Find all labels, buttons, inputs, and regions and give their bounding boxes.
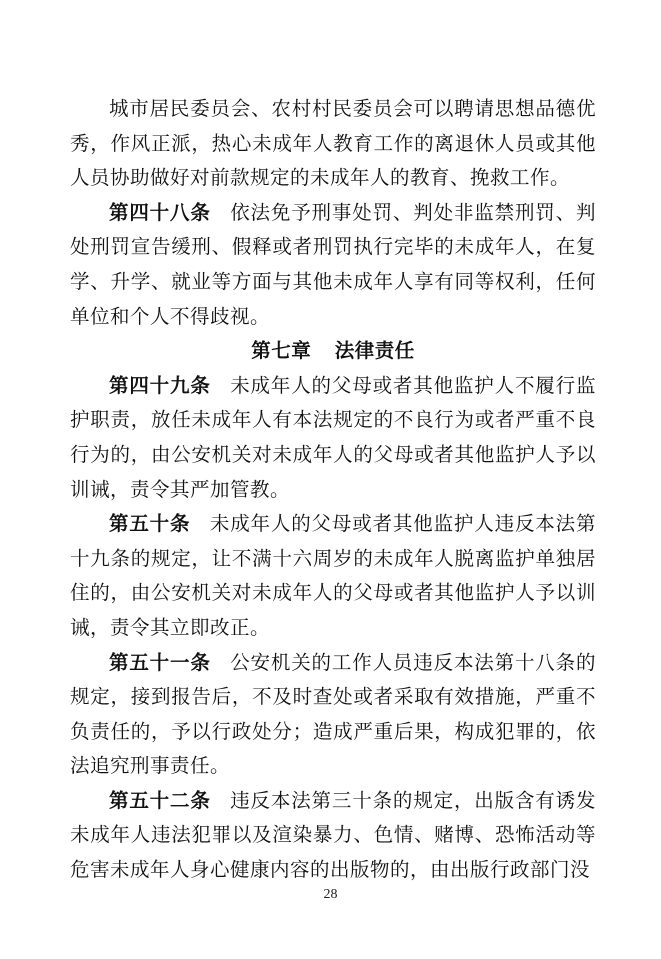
article-52	[70, 784, 596, 888]
article-text: 公安机关的工作人员违反本法第十八条的规定，接到报告后，不及时查处或者采取有效措施，严重不负责任的，予以行政处分；造成严重后果，构成犯罪的，依法追究刑事责任。	[70, 650, 596, 778]
article-text: 未成年人的父母或者其他监护人违反本法第十九条的规定，让不满十六周岁的未成年人脱离监护单独居住的，由公安机关对未成年人的父母或者其他监护人予以训诫，责令其立即改正。	[70, 512, 596, 639]
article-text: 违反本法第三十条的规定，出版含有诱发未成年人违法犯罪以及渲染暴力、色情、赌博、恐怖活动等危害未成年人身心健康内容的出版物的，由出版行政部门没	[70, 788, 596, 882]
article-number: 第五十条	[109, 512, 191, 536]
chapter-number: 第七章	[251, 339, 312, 363]
page-number: 28	[323, 887, 338, 902]
paragraph-continuation	[70, 92, 596, 196]
page-body	[70, 92, 596, 888]
article-number: 第四十八条	[109, 200, 211, 224]
article-49	[70, 369, 596, 507]
article-text: 未成年人的父母或者其他监护人不履行监护职责，放任未成年人有本法规定的不良行为或者严重不良行为的，由公安机关对未成年人的父母或者其他监护人予以训诫，责令其严加管教。	[70, 373, 596, 501]
article-number: 第五十一条	[109, 650, 211, 674]
article-number: 第四十九条	[109, 373, 211, 397]
article-50	[70, 507, 596, 645]
article-text: 依法免予刑事处罚、判处非监禁刑罚、判处刑罚宣告缓刑、假释或者刑罚执行完毕的未成年人，在复学、升学、就业等方面与其他未成年人享有同等权利，任何单位和个人不得歧视。	[70, 200, 596, 328]
article-51	[70, 646, 596, 784]
chapter-title: 法律责任	[334, 339, 415, 363]
article-number: 第五十二条	[109, 788, 211, 812]
chapter-heading	[70, 334, 596, 369]
article-48	[70, 196, 596, 334]
paragraph-text: 城市居民委员会、农村村民委员会可以聘请思想品德优秀，作风正派，热心未成年人教育工作的离退休人员或其他人员协助做好对前款规定的未成年人的教育、挽救工作。	[70, 97, 596, 190]
